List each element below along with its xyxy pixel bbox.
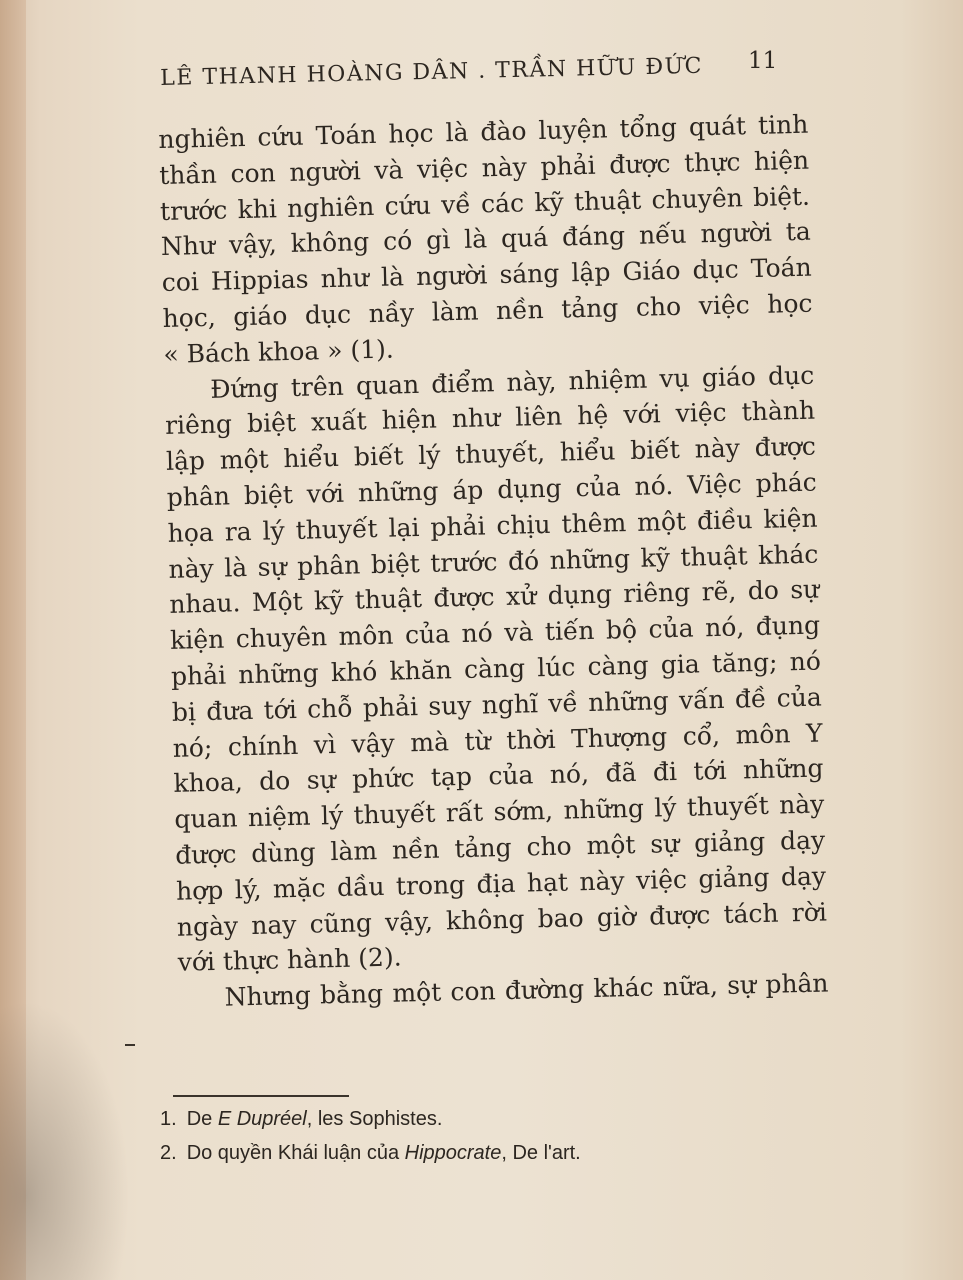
- footnote-number: 1.: [160, 1108, 177, 1130]
- footnote-text: , les Sophistes.: [306, 1108, 443, 1130]
- body-line: phải những khó khăn càng lúc càng gia tăng; nó: [170, 646, 822, 691]
- page-stain: [0, 1000, 130, 1280]
- body-line: nghiên cứu Toán học là đào luyện tổng quát tinh: [158, 109, 809, 154]
- body-line: coi Hippias như là người sáng lập Giáo dục Toán: [161, 252, 812, 298]
- footnote-number: 2.: [160, 1142, 177, 1164]
- running-title: LÊ THANH HOÀNG DÂN . TRẦN HỮU ĐỨC: [160, 53, 704, 91]
- page-number: 11: [748, 48, 778, 74]
- footnote-text: , De l'art.: [501, 1142, 581, 1164]
- body-line: ngày nay cũng vậy, không bao giờ được tách rời: [176, 896, 828, 942]
- footnotes: [160, 1102, 760, 1170]
- footnote-rule: [173, 1095, 349, 1097]
- body-line: trước khi nghiên cứu về các kỹ thuật chuyên biệt.: [159, 181, 811, 226]
- body-text: [158, 107, 829, 1017]
- body-line: Nhưng bằng một con đường khác nữa, sự phân: [224, 968, 829, 1012]
- body-line: bị đưa tới chỗ phải suy nghĩ về những vấn đề của: [171, 682, 823, 727]
- body-line: với thực hành (2).: [177, 942, 402, 978]
- body-line: được dùng làm nền tảng cho một sự giảng dạy: [174, 825, 826, 870]
- body-line: quan niệm lý thuyết rất sớm, những lý thuyết này: [174, 789, 825, 834]
- body-line: hợp lý, mặc dầu trong địa hạt này việc giảng dạy: [175, 861, 827, 906]
- body-line: « Bách khoa » (1).: [163, 334, 395, 369]
- footnote-author: E Dupréel: [217, 1108, 307, 1130]
- body-line: phân biệt với những áp dụng của nó. Việc phác: [166, 467, 818, 512]
- footnote-2: [160, 1136, 760, 1170]
- footnote-1: [160, 1102, 760, 1136]
- footnote-text: De: [186, 1108, 218, 1130]
- body-line: khoa, do sự phức tạp của nó, đã đi tới những: [173, 753, 824, 799]
- footnote-text: Do quyền Khái luận của: [186, 1142, 405, 1164]
- body-line: nhau. Một kỹ thuật được xử dụng riêng rẽ, do sự: [169, 574, 820, 620]
- body-line: riêng biệt xuất hiện như liên hệ với việc thành: [164, 395, 816, 441]
- body-line: thần con người và việc này phải được thực hiện: [158, 145, 810, 190]
- margin-mark: [125, 1044, 135, 1046]
- body-line: kiện chuyên môn của nó và tiến bộ của nó, đụng: [169, 610, 821, 656]
- body-line: này là sự phân biệt trước đó những kỹ thuật khác: [168, 539, 819, 584]
- body-line: Đứng trên quan điểm này, nhiệm vụ giáo dục: [209, 360, 815, 404]
- body-line: nó; chính vì vậy mà từ thời Thượng cổ, môn Y: [172, 718, 823, 763]
- footnote-author: Hippocrate: [404, 1142, 502, 1164]
- body-line: họa ra lý thuyết lại phải chịu thêm một điều kiện: [167, 503, 818, 548]
- body-line: học, giáo dục nầy làm nền tảng cho việc học: [162, 288, 813, 333]
- body-line: Như vậy, không có gì là quá đáng nếu người ta: [160, 217, 812, 262]
- body-line: lập một hiểu biết lý thuyết, hiểu biết này được: [165, 431, 817, 477]
